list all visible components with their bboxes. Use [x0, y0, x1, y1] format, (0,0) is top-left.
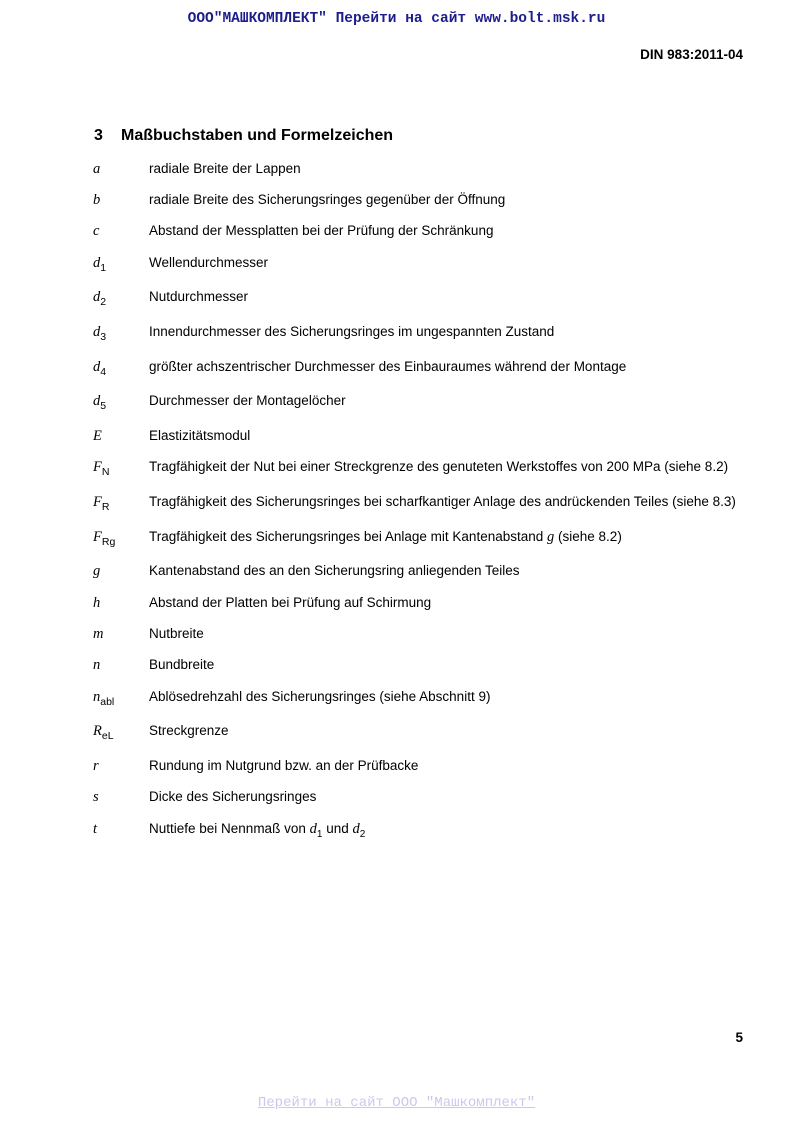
- symbol-entry: [93, 255, 743, 275]
- symbol: $d_3$: [93, 324, 107, 343]
- symbol-description: Streckgrenze: [149, 723, 229, 738]
- section-title: Maßbuchstaben und Formelzeichen: [121, 127, 394, 144]
- symbol-description: Durchmesser der Montagelöcher: [149, 393, 346, 408]
- symbol: g: [93, 563, 101, 579]
- symbol-entry: [93, 494, 743, 514]
- symbol-description: Innendurchmesser des Sicherungsringes im ungespannten Zustand: [149, 324, 555, 339]
- symbol-entry: [93, 359, 743, 379]
- symbol-description: radiale Breite der Lappen: [149, 161, 301, 176]
- symbol-description: Abstand der Platten bei Prüfung auf Schirmung: [149, 595, 432, 610]
- symbol-description: Elastizitätsmodul: [149, 428, 251, 443]
- symbol-entry: [93, 821, 743, 841]
- symbol: m: [93, 626, 104, 642]
- symbol-entry: [93, 161, 743, 181]
- symbol: n: [93, 657, 101, 673]
- symbol: b: [93, 192, 101, 208]
- symbol-description: Nuttiefe bei Nennmaß von $d_1$ und $d_2$: [149, 821, 366, 840]
- symbol-description: Tragfähigkeit des Sicherungsringes bei scharfkantiger Anlage des andrückenden Teiles (siehe 8.3): [149, 494, 736, 509]
- symbol-description: Rundung im Nutgrund bzw. an der Prüfbacke: [149, 758, 419, 773]
- symbol-entry: [93, 789, 743, 809]
- symbol: E: [93, 428, 102, 444]
- symbol-entry: [93, 563, 743, 583]
- document-id: DIN 983:2011-04: [640, 47, 743, 62]
- symbol: $F_{Rg}$: [93, 529, 116, 548]
- symbol-description: Nutdurchmesser: [149, 289, 249, 304]
- section-number: 3: [94, 127, 103, 144]
- symbol-description: größter achszentrischer Durchmesser des Einbauraumes während der Montage: [149, 359, 627, 374]
- symbol-description: Wellendurchmesser: [149, 255, 269, 270]
- symbol-entry: [93, 428, 743, 448]
- symbol-description: Dicke des Sicherungsringes: [149, 789, 317, 804]
- symbol-description: Bundbreite: [149, 657, 215, 672]
- symbol-entry: [93, 689, 743, 709]
- symbol-entry: [93, 324, 743, 344]
- symbol-description: Nutbreite: [149, 626, 204, 641]
- symbol-entry: [93, 758, 743, 778]
- symbol-entry: [93, 393, 743, 413]
- symbol-entry: [93, 723, 743, 743]
- symbol: $F_R$: [93, 494, 110, 513]
- symbol-entry: [93, 223, 743, 243]
- symbol-entry: [93, 595, 743, 615]
- symbol: $R_{eL}$: [93, 723, 114, 742]
- symbol-description: Abstand der Messplatten bei der Prüfung der Schränkung: [149, 223, 494, 238]
- site-link[interactable]: Перейти на сайт ООО "Машкомплект": [257, 1095, 536, 1111]
- symbol-entry: [93, 657, 743, 677]
- symbol: c: [93, 223, 100, 239]
- symbol-description: Ablösedrehzahl des Sicherungsringes (siehe Abschnitt 9): [149, 689, 491, 704]
- symbol: r: [93, 758, 99, 774]
- symbol-entry: [93, 459, 743, 479]
- symbol-entry: [93, 192, 743, 212]
- symbol: $n_{abl}$: [93, 689, 115, 708]
- symbol: $F_N$: [93, 459, 110, 478]
- symbol: h: [93, 595, 101, 611]
- symbol-entry: [93, 626, 743, 646]
- symbol-description: Kantenabstand des an den Sicherungsring anliegenden Teiles: [149, 563, 520, 578]
- symbol: $d_4$: [93, 359, 107, 378]
- symbol: $d_2$: [93, 289, 107, 308]
- symbol: $d_5$: [93, 393, 107, 412]
- symbol: a: [93, 161, 101, 177]
- symbol: $d_1$: [93, 255, 107, 274]
- site-banner: ООО"МАШКОМПЛЕКТ" Перейти на сайт www.bolt.msk.ru: [187, 11, 606, 27]
- symbol-description: Tragfähigkeit des Sicherungsringes bei Anlage mit Kantenabstand g (siehe 8.2): [149, 529, 622, 545]
- section-heading: [94, 127, 393, 145]
- symbol: t: [93, 821, 98, 837]
- symbol-description: radiale Breite des Sicherungsringes gegenüber der Öffnung: [149, 192, 506, 207]
- symbol-description: Tragfähigkeit der Nut bei einer Streckgrenze des genuteten Werkstoffes von 200 MPa (siehe 8.2): [149, 459, 729, 474]
- symbol-entry: [93, 289, 743, 309]
- symbol-entry: [93, 529, 743, 549]
- page-number: 5: [735, 1030, 743, 1045]
- symbol: s: [93, 789, 99, 805]
